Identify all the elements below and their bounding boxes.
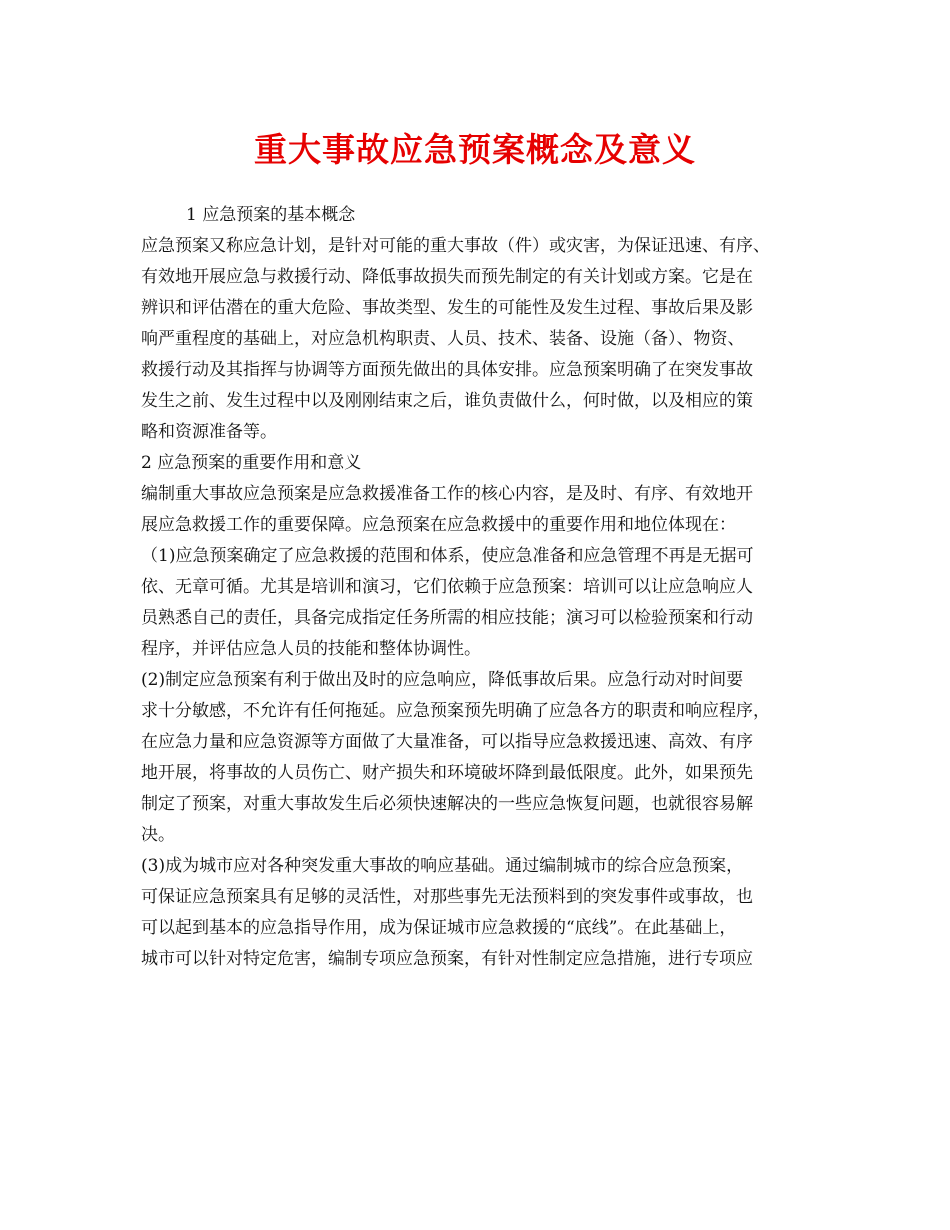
paragraph-line: 制定了预案，对重大事故发生后必须快速解决的一些应急恢复问题，也就很容易解	[141, 794, 753, 814]
section-heading-1: 1 应急预案的基本概念	[186, 205, 356, 225]
paragraph-line: 有效地开展应急与救援行动、降低事故损失而预先制定的有关计划或方案。它是在	[141, 267, 753, 287]
paragraph-line: 辨识和评估潜在的重大危险、事故类型、发生的可能性及发生过程、事故后果及影	[141, 298, 753, 318]
list-item-3-line: (3)成为城市应对各种突发重大事故的响应基础。通过编制城市的综合应急预案，	[141, 856, 744, 876]
paragraph-line: 程序，并评估应急人员的技能和整体协调性。	[141, 639, 481, 659]
paragraph-line: 在应急力量和应急资源等方面做了大量准备，可以指导应急救援迅速、高效、有序	[141, 732, 753, 752]
paragraph-line: 可以起到基本的应急指导作用，成为保证城市应急救援的“底线”。在此基础上，	[141, 918, 737, 938]
section-heading-2: 2 应急预案的重要作用和意义	[141, 453, 362, 473]
paragraph-line: 展应急救援工作的重要保障。应急预案在应急救援中的重要作用和地位体现在：	[141, 515, 736, 535]
paragraph-line: 依、无章可循。尤其是培训和演习，它们依赖于应急预案：培训可以让应急响应人	[141, 577, 753, 597]
paragraph-line: 员熟悉自己的责任，具备完成指定任务所需的相应技能；演习可以检验预案和行动	[141, 608, 753, 628]
paragraph-line: 响严重程度的基础上，对应急机构职责、人员、技术、装备、设施（备）、物资、	[141, 329, 745, 349]
paragraph-line: 编制重大事故应急预案是应急救援准备工作的核心内容，是及时、有序、有效地开	[141, 484, 753, 504]
paragraph-line: 发生之前、发生过程中以及刚刚结束之后，谁负责做什么，何时做，以及相应的策	[141, 391, 753, 411]
document-body	[141, 200, 821, 975]
paragraph-line: 可保证应急预案具有足够的灵活性，对那些事先无法预料到的突发事件或事故，也	[141, 887, 753, 907]
paragraph-line: 略和资源准备等。	[141, 422, 277, 442]
paragraph-line: 地开展，将事故的人员伤亡、财产损失和环境破坏降到最低限度。此外，如果预先	[141, 763, 753, 783]
paragraph-line: 求十分敏感，不允许有任何拖延。应急预案预先明确了应急各方的职责和响应程序，	[141, 701, 770, 721]
paragraph-line: 决。	[141, 825, 175, 845]
list-item-1-line: （1)应急预案确定了应急救援的范围和体系，使应急准备和应急管理不再是无据可	[141, 546, 754, 566]
document-title: 重大事故应急预案概念及意义	[254, 130, 696, 169]
list-item-2-line: (2)制定应急预案有利于做出及时的应急响应，降低事故后果。应急行动对时间要	[141, 670, 744, 690]
paragraph-line: 应急预案又称应急计划，是针对可能的重大事故（件）或灾害，为保证迅速、有序、	[141, 236, 770, 256]
paragraph-line: 城市可以针对特定危害，编制专项应急预案，有针对性制定应急措施，进行专项应	[141, 949, 753, 969]
paragraph-line: 救援行动及其指挥与协调等方面预先做出的具体安排。应急预案明确了在突发事故	[141, 360, 753, 380]
